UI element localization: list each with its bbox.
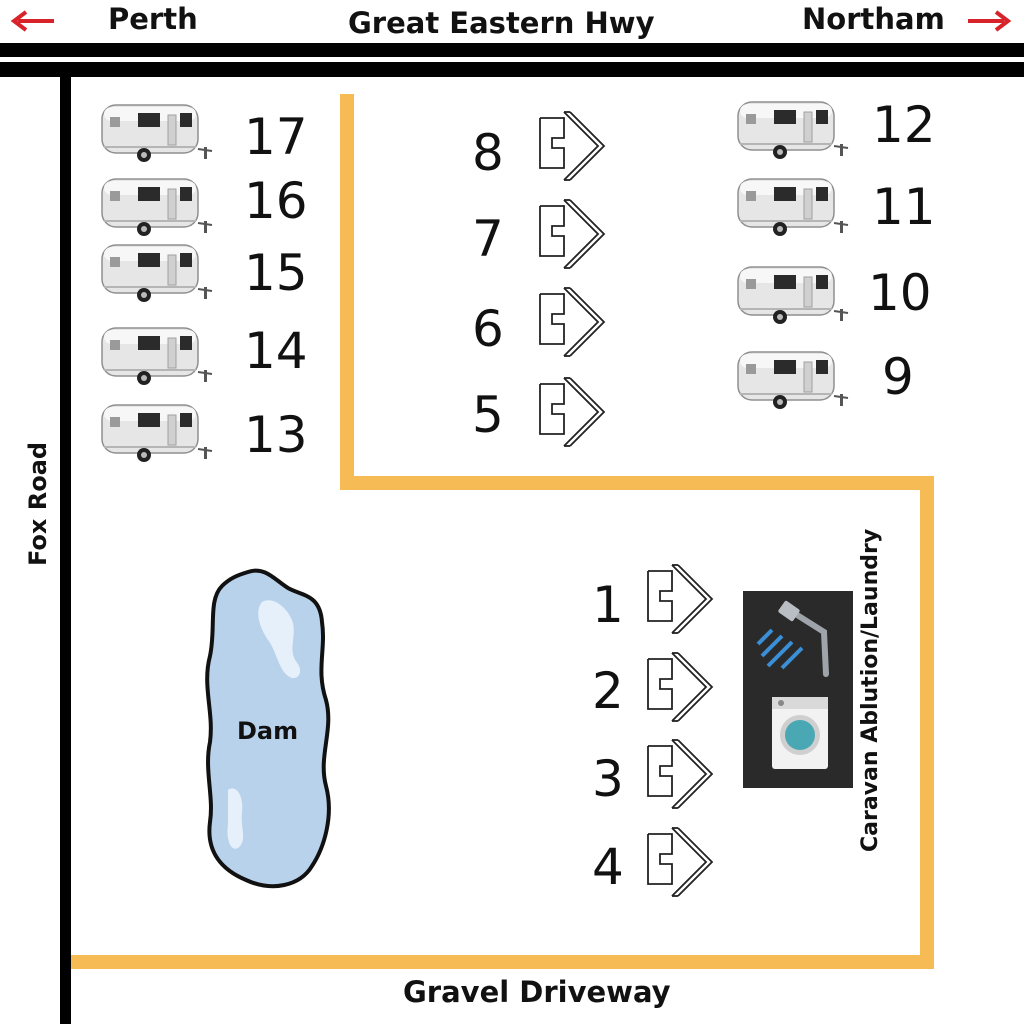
site-number: 16 [244, 172, 308, 230]
caravan-icon [738, 267, 848, 324]
arrow-right-icon [968, 12, 1008, 30]
tent-icon [540, 378, 604, 446]
caravan-icon [102, 105, 212, 162]
site-number: 6 [472, 300, 504, 358]
site-number: 10 [868, 264, 932, 322]
caravan-icon [102, 405, 212, 462]
site-number: 13 [244, 406, 308, 464]
road-label-gravel-driveway: Gravel Driveway [403, 975, 671, 1009]
site-number: 15 [244, 244, 308, 302]
caravan-icon [102, 328, 212, 385]
site-number: 12 [872, 96, 936, 154]
tent-icon [648, 565, 712, 633]
facility-label: Caravan Ablution/Laundry [858, 528, 883, 852]
road-label-great-eastern-hwy: Great Eastern Hwy [348, 6, 655, 40]
dam-label: Dam [237, 717, 299, 745]
great-eastern-hwy-road [0, 43, 1024, 77]
site-number: 3 [592, 750, 624, 808]
direction-label-perth: Perth [108, 2, 198, 36]
arrow-left-icon [14, 12, 54, 30]
site-number: 11 [872, 178, 936, 236]
site-number: 1 [592, 576, 624, 634]
caravan-icon [102, 245, 212, 302]
site-number: 14 [244, 322, 308, 380]
site-number: 4 [592, 838, 624, 896]
caravan-icon [738, 102, 848, 159]
washing-machine-icon [772, 697, 828, 769]
site-number: 17 [244, 108, 308, 166]
site-number: 2 [592, 662, 624, 720]
caravan-icon [738, 352, 848, 409]
fox-road-line [60, 62, 71, 1024]
tent-icon [648, 828, 712, 896]
ablution-laundry-facility [743, 591, 853, 788]
site-number: 8 [472, 124, 504, 182]
tent-icon [648, 740, 712, 808]
caravan-icon [102, 179, 212, 236]
tent-icon [540, 200, 604, 268]
site-number: 5 [472, 386, 504, 444]
tent-icon [648, 653, 712, 721]
site-number: 9 [882, 348, 914, 406]
site-number: 7 [472, 210, 504, 268]
tent-icon [540, 112, 604, 180]
tent-icon [540, 288, 604, 356]
road-label-fox-road: Fox Road [24, 441, 52, 566]
direction-label-northam: Northam [802, 2, 945, 36]
caravan-icon [738, 179, 848, 236]
